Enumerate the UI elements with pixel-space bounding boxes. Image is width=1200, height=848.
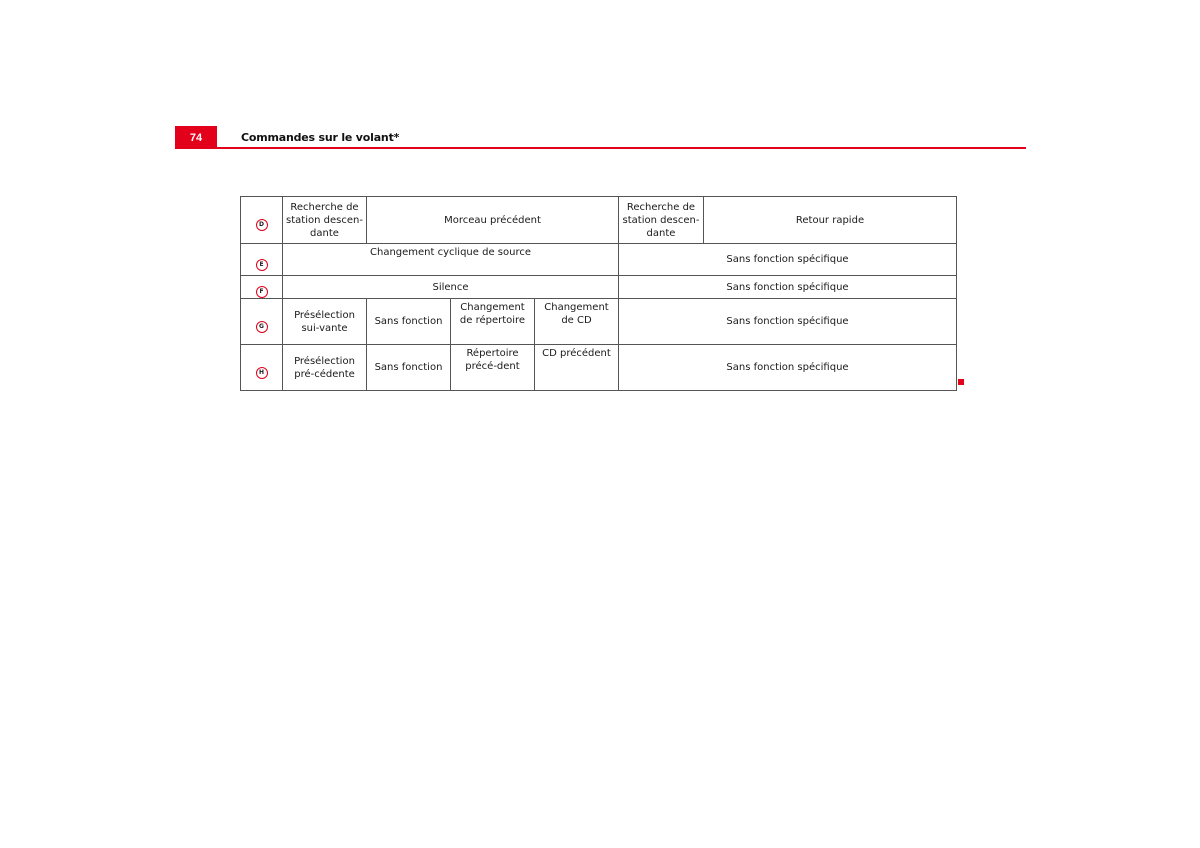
- page-number: 74: [175, 126, 217, 147]
- table-row-h: [241, 345, 957, 391]
- table-row-f: [241, 276, 957, 299]
- controls-table: [240, 196, 957, 391]
- table-cell: Sans fonction spécifique: [619, 276, 957, 299]
- table-cell: Morceau précédent: [367, 197, 619, 244]
- row-key-cell: [241, 276, 283, 299]
- page-header: [175, 126, 1026, 149]
- table-row-d: [241, 197, 957, 244]
- end-of-section-marker: [958, 379, 964, 385]
- row-key-cell: [241, 197, 283, 244]
- table-cell: Présélection sui-vante: [283, 299, 367, 345]
- table-cell: Sans fonction spécifique: [619, 299, 957, 345]
- table-cell: Retour rapide: [704, 197, 957, 244]
- key-badge-h: H: [256, 367, 268, 379]
- table-row-g: [241, 299, 957, 345]
- key-badge-e: E: [256, 259, 268, 271]
- key-badge-d: D: [256, 219, 268, 231]
- table-cell: Changement de CD: [535, 299, 619, 345]
- table-cell: Sans fonction: [367, 299, 451, 345]
- table-cell: Silence: [283, 276, 619, 299]
- table-cell: Changement cyclique de source: [283, 244, 619, 276]
- table-cell: CD précédent: [535, 345, 619, 391]
- table-cell: Sans fonction: [367, 345, 451, 391]
- table-row-e: [241, 244, 957, 276]
- key-badge-g: G: [256, 321, 268, 333]
- row-key-cell: [241, 299, 283, 345]
- header-rule: [175, 147, 1026, 149]
- table-cell: Sans fonction spécifique: [619, 345, 957, 391]
- table-cell: Recherche de station descen-dante: [283, 197, 367, 244]
- table-cell: Répertoire précé-dent: [451, 345, 535, 391]
- row-key-cell: [241, 345, 283, 391]
- row-key-cell: [241, 244, 283, 276]
- table-cell: Présélection pré-cédente: [283, 345, 367, 391]
- table-cell: Recherche de station descen-dante: [619, 197, 704, 244]
- key-badge-f: F: [256, 286, 268, 298]
- table-cell: Sans fonction spécifique: [619, 244, 957, 276]
- table-cell: Changement de répertoire: [451, 299, 535, 345]
- section-title: Commandes sur le volant*: [241, 131, 400, 144]
